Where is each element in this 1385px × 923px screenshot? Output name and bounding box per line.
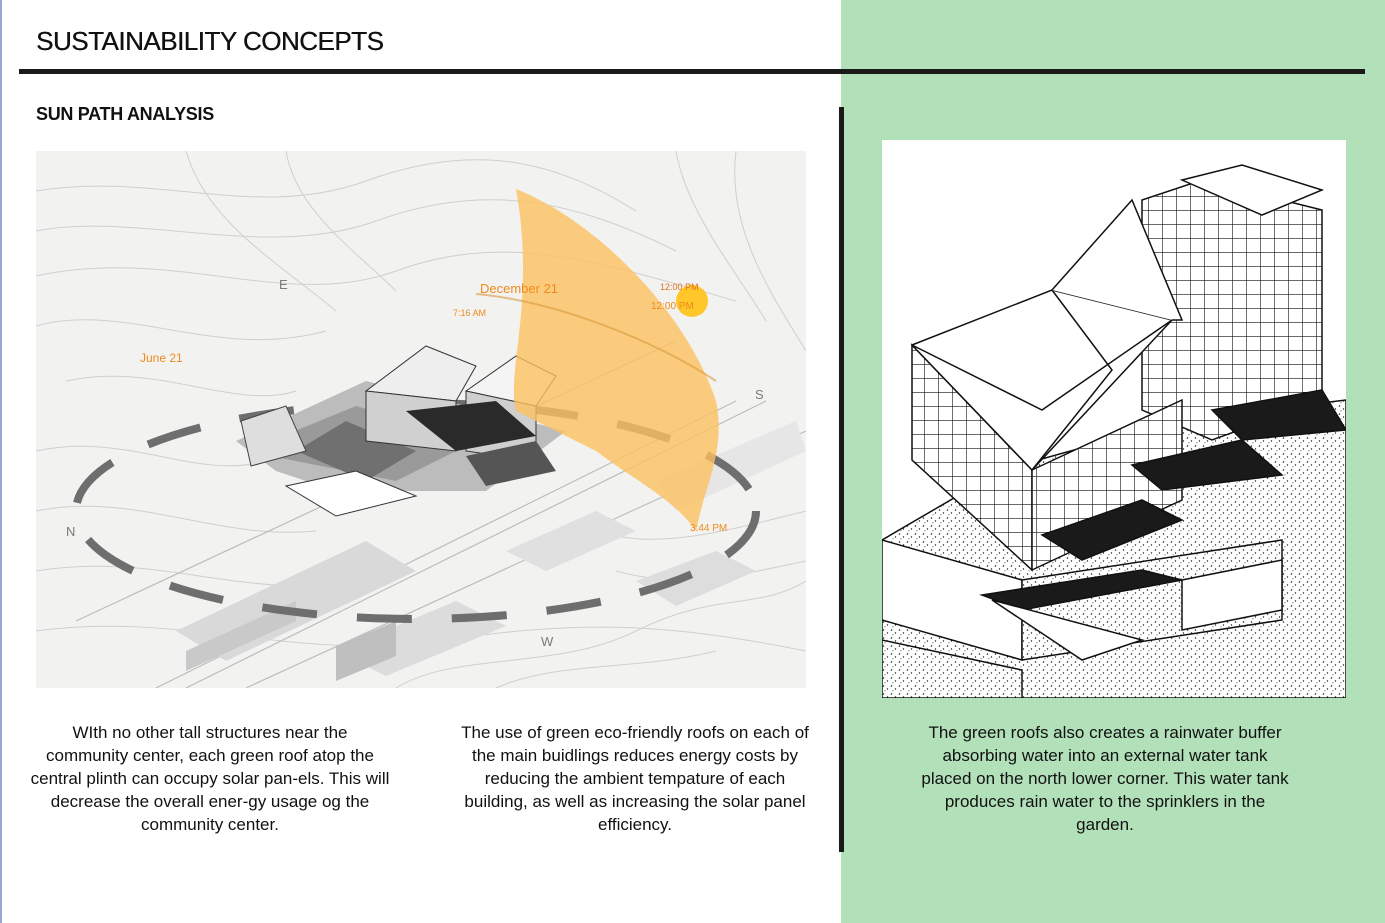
roof-drawing [882, 165, 1346, 698]
sun-path-diagram [36, 151, 806, 688]
label-sunrise: 7:16 AM [453, 308, 487, 318]
caption-rainwater: The green roofs also creates a rainwater buffer absorbing water into an external water tank placed on the north lower corner. This water tank produces rain water to the sprinklers in the garden. [921, 723, 1289, 834]
compass-south: S [755, 387, 764, 402]
label-june-21: June 21 [140, 351, 183, 365]
label-december-21: December 21 [480, 281, 559, 296]
green-roof-axonometric [882, 140, 1346, 698]
vertical-divider [839, 107, 844, 852]
label-noon-b: 12:00 PM [651, 301, 694, 312]
compass-north: N [66, 524, 76, 539]
label-sunset: 3:44 PM [690, 523, 728, 534]
label-noon-a: 12:00 PM [660, 282, 699, 292]
caption-solar-panels: WIth no other tall structures near the community center, each green roof atop the central plinth can occupy solar pan-els. This will decrease the overall ener-gy usage og the community center. [30, 723, 390, 834]
compass-east: E [279, 277, 288, 292]
sun-path-surface [514, 189, 719, 531]
page-left-edge [0, 0, 2, 923]
page-title: SUSTAINABILITY CONCEPTS [36, 26, 384, 56]
section-title-sun-path: SUN PATH ANALYSIS [36, 104, 214, 124]
title-rule [19, 69, 1365, 74]
compass-west: W [541, 634, 554, 649]
caption-green-roofs: The use of green eco-friendly roofs on each of the main buidlings reduces energy costs by reducing the ambient tempature of each building, as well as increasing the solar panel efficiency. [461, 723, 809, 834]
